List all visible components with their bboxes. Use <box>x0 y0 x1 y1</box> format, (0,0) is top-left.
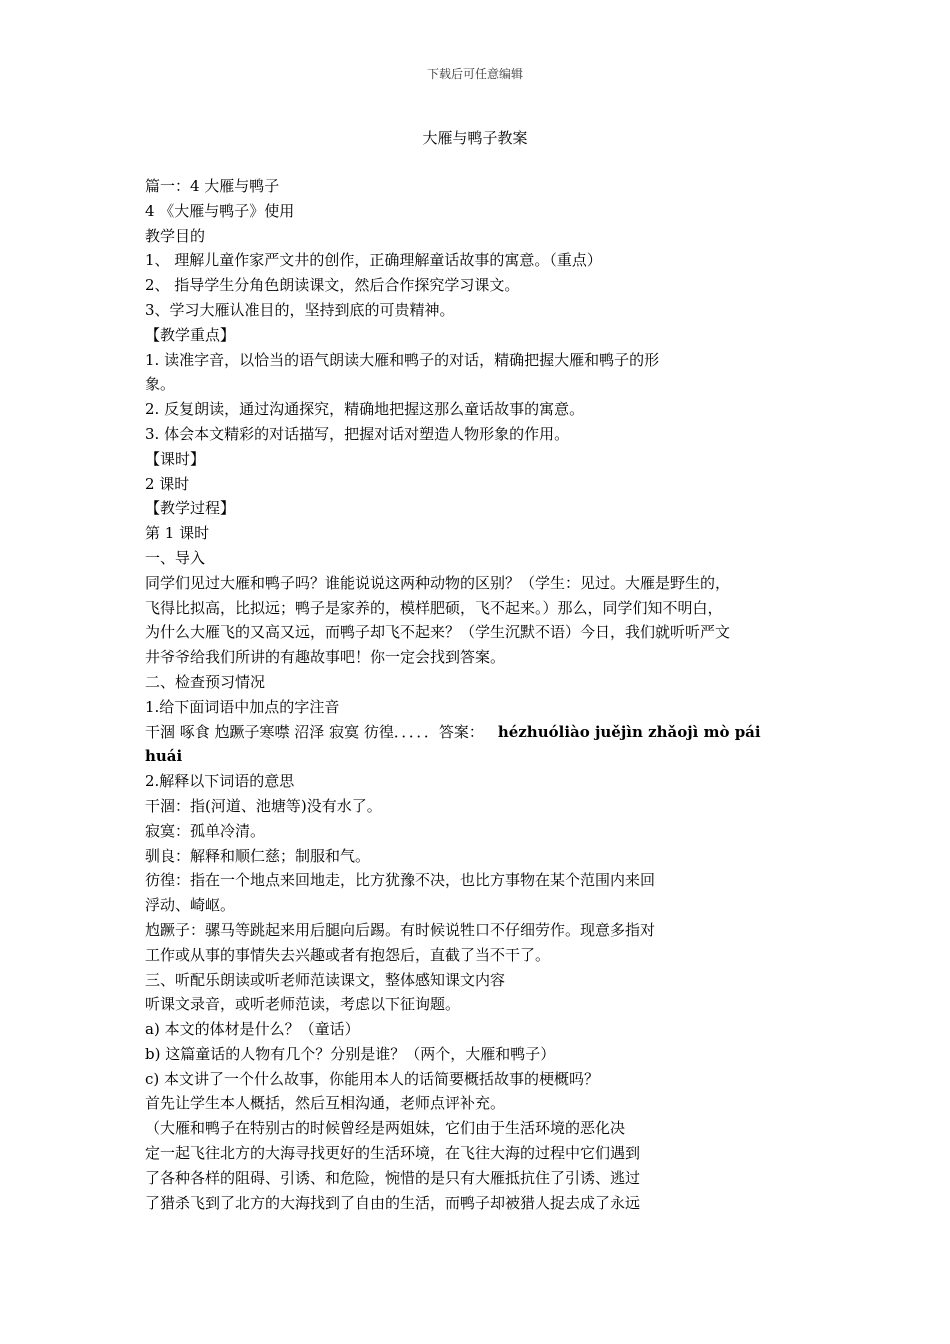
text-line: 了各种各样的阻碍、引诱、和危险，惋惜的是只有大雁抵抗住了引诱、逃过 <box>145 1168 641 1187</box>
text-line: 1. 读准字音，以恰当的语气朗读大雁和鸭子的对话，精确把握大雁和鸭子的形 <box>145 350 660 369</box>
text-line: 二、检查预习情况 <box>145 672 266 691</box>
text-line: 寂寞：孤单冷清。 <box>145 821 266 840</box>
text-line: huái <box>145 747 183 766</box>
text-line: 4 《大雁与鸭子》使用 <box>145 201 295 220</box>
text-line: 1.给下面词语中加点的字注音 <box>145 697 340 716</box>
text-line: 彷徨：指在一个地点来回地走，比方犹豫不决，也比方事物在某个范围内来回 <box>145 871 656 890</box>
text-line: 了猎杀飞到了北方的大海找到了自由的生活，而鸭子却被猎人捉去成了永远 <box>145 1193 641 1212</box>
text-line: 首先让学生本人概括，然后互相沟通，老师点评补充。 <box>145 1094 506 1113</box>
text-line: 3. 体会本文精彩的对话描写，把握对话对塑造人物形象的作用。 <box>145 424 570 443</box>
text-line: 干涸：指(河道、池塘等)没有水了。 <box>145 796 382 815</box>
text-line: 同学们见过大雁和鸭子吗？谁能说说这两种动物的区别？（学生：见过。大雁是野生的， <box>145 573 731 592</box>
section-heading: 【教学重点】 <box>145 325 236 344</box>
text-line: 飞得比拟高，比拟远；鸭子是家养的，模样肥硕，飞不起来。）那么，同学们知不明白， <box>145 598 723 617</box>
text-line: 1、 理解儿童作家严文井的创作，正确理解童话故事的寓意。（重点） <box>145 251 602 270</box>
text-line: 3、学习大雁认准目的，坚持到底的可贵精神。 <box>145 300 455 319</box>
text-line: 象。 <box>145 375 176 394</box>
text-line: 第 1 课时 <box>145 524 210 543</box>
text-line: 三、听配乐朗读或听老师范读课文，整体感知课文内容 <box>145 970 506 989</box>
text-line: 听课文录音，或听老师范读，考虑以下征询题。 <box>145 995 461 1014</box>
text-line: 尥蹶子：骡马等跳起来用后腿向后踢。有时候说牲口不仔细劳作。现意多指对 <box>145 920 656 939</box>
text-line: b) 这篇童话的人物有几个？分别是谁？（两个，大雁和鸭子） <box>145 1044 556 1063</box>
document-title: 大雁与鸭子教案 <box>422 129 528 147</box>
section-heading: 【课时】 <box>145 449 206 468</box>
text-line: 2. 反复朗读，通过沟通探究，精确地把握这那么童话故事的寓意。 <box>145 400 585 419</box>
text-line-prefix: 干涸 啄食 尥蹶子寒噤 沼泽 寂寞 彷徨．．．．．答案： <box>145 722 484 741</box>
text-line: 2 课时 <box>145 474 190 493</box>
text-line: 井爷爷给我们所讲的有趣故事吧！你一定会找到答案。 <box>145 648 506 667</box>
text-line: 2、 指导学生分角色朗读课文，然后合作探究学习课文。 <box>145 276 520 295</box>
text-line: 篇一：4 大雁与鸭子 <box>145 177 280 195</box>
text-line: 为什么大雁飞的又高又远，而鸭子却飞不起来？（学生沉默不语）今日，我们就听听严文 <box>145 623 731 642</box>
text-line: （大雁和鸭子在特别古的时候曾经是两姐妹，它们由于生活环境的恶化决 <box>145 1119 626 1138</box>
section-heading: 【教学过程】 <box>145 499 236 518</box>
text-line: 定一起飞往北方的大海寻找更好的生活环境，在飞往大海的过程中它们遇到 <box>145 1144 641 1163</box>
text-line: 工作或从事的事情失去兴趣或者有抱怨后，直截了当不干了。 <box>145 945 551 964</box>
text-line-with-answer <box>145 720 815 745</box>
answer-pinyin: hézhuóliào juějìn zhǎojì mò pái <box>497 722 761 741</box>
text-line: 驯良：解释和顺仁慈；制服和气。 <box>145 846 371 865</box>
document-body <box>145 174 815 1215</box>
text-line: c) 本文讲了一个什么故事，你能用本人的话简要概括故事的梗概吗？ <box>145 1069 600 1088</box>
page-header-note: 下载后可任意编辑 <box>426 67 523 81</box>
text-line: 2.解释以下词语的意思 <box>145 772 295 791</box>
text-line: a) 本文的体材是什么？（童话） <box>145 1020 360 1039</box>
text-line: 浮动、崎岖。 <box>145 896 236 915</box>
text-line: 教学目的 <box>145 226 206 245</box>
text-line: 一、导入 <box>145 548 206 567</box>
